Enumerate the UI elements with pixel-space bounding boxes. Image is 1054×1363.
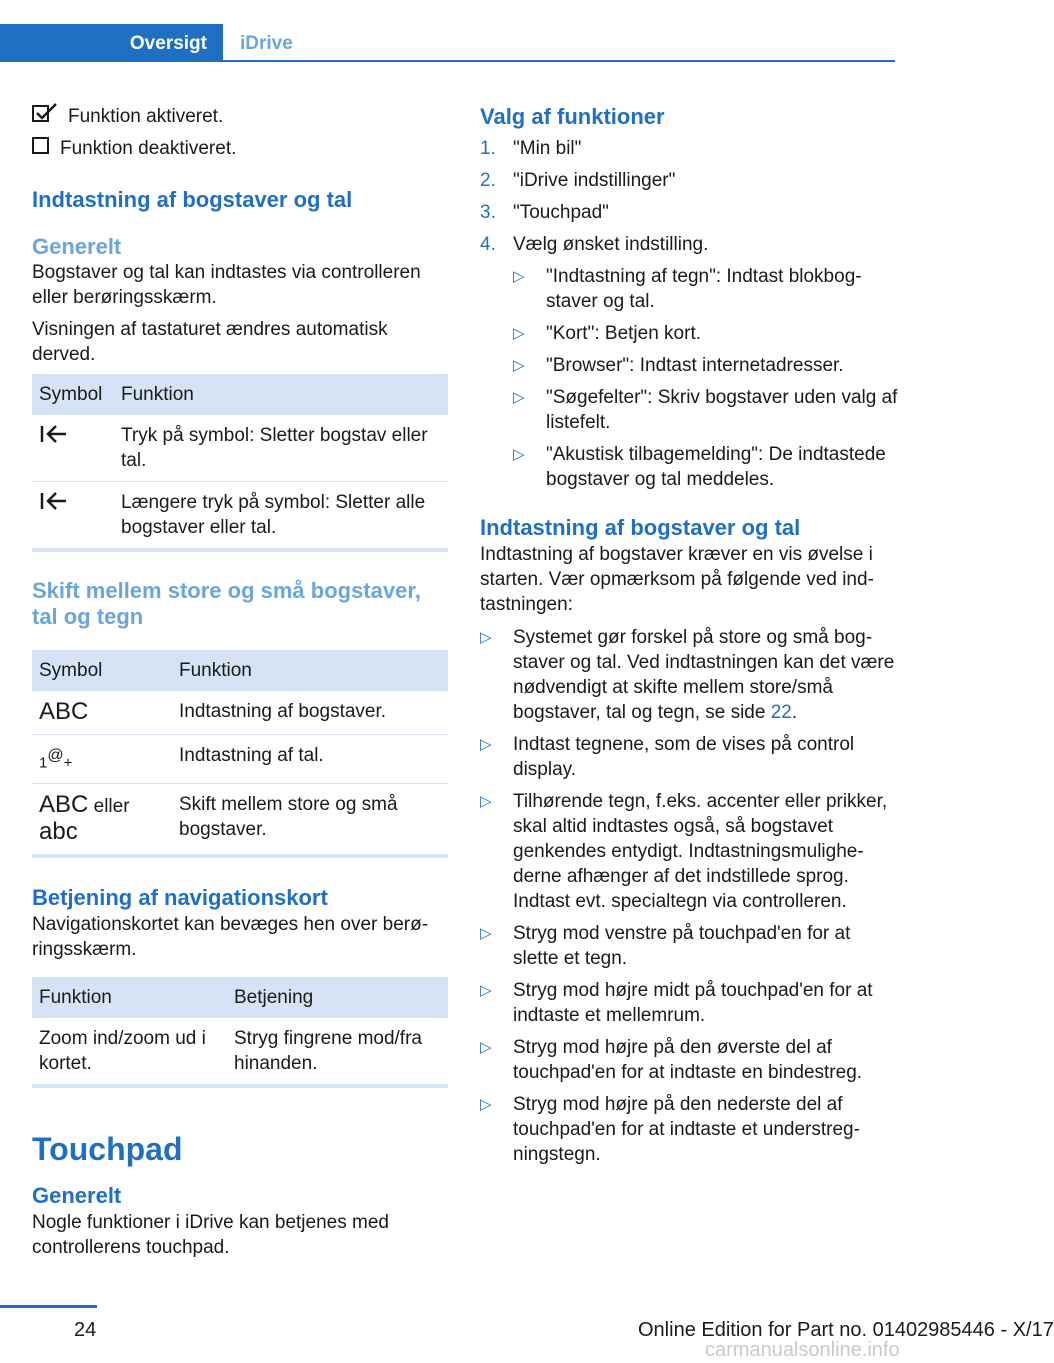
triangle-bullet-icon: ▷ xyxy=(480,1096,492,1113)
paragraph: Bogstaver og tal kan indtastes via controlleren eller berøringsskærm. xyxy=(32,262,421,308)
table-cell: Indtastning af tal. xyxy=(172,735,448,784)
table-row xyxy=(32,691,448,735)
backspace-icon xyxy=(39,496,69,517)
list-item: 2. "iDrive indstillinger" xyxy=(480,170,676,191)
triangle-bullet-icon: ▷ xyxy=(513,389,525,406)
table-cell: Skift mellem store og små bogstaver. xyxy=(179,794,398,841)
triangle-bullet-icon: ▷ xyxy=(513,325,525,342)
col-header-funktion: Funktion xyxy=(114,374,448,415)
table-cell: Indtastning af bogstaver. xyxy=(172,691,448,735)
checkbox-checked-icon xyxy=(32,103,58,130)
list-item: ▷ "Kort": Betjen kort. xyxy=(513,323,701,344)
table-delete-symbols xyxy=(32,374,448,548)
eller-text: eller xyxy=(93,796,130,818)
table-end-rule xyxy=(32,548,448,552)
footer-rule xyxy=(0,1305,97,1308)
tab-idrive[interactable]: iDrive xyxy=(240,32,293,54)
subheading-generelt: Generelt xyxy=(32,1183,122,1209)
list-item: ▷ "Akustisk tilbagemelding": De indtastede bogstaver og tal meddeles. xyxy=(513,444,886,490)
list-item: 3. "Touchpad" xyxy=(480,202,609,223)
list-item: ▷ Stryg mod venstre på touchpad'en for at slette et tegn. xyxy=(480,923,851,969)
list-item: ▷ "Indtastning af tegn": Indtast blokbogstaver og tal. xyxy=(513,266,862,312)
list-item: ▷ Stryg mod højre midt på touchpad'en for at indtaste et mellemrum. xyxy=(480,980,873,1026)
section-title-shift: Skift mellem store og små bogstaver, tal og tegn xyxy=(32,578,421,629)
legend-inactive xyxy=(32,132,448,164)
section-title-input: Indtastning af bogstaver og tal xyxy=(480,515,801,540)
triangle-bullet-icon: ▷ xyxy=(480,925,492,942)
page-link[interactable]: 22 xyxy=(770,702,792,723)
triangle-bullet-icon: ▷ xyxy=(480,1039,492,1056)
table-cell: Zoom ind/zoom ud i kortet. xyxy=(39,1028,206,1075)
col-header-funktion: Funktion xyxy=(32,977,227,1018)
subheading-generelt: Generelt xyxy=(32,234,122,259)
uppercase-abc-icon: ABC xyxy=(39,791,89,819)
list-item: ▷ Tilhørende tegn, f.eks. accenter eller prikker, skal altid indtastes også, så bogstavet genkendes entydigt. Indtastningsmulighederne afhænger af det indstillede sprog. Indtast evt. specialtegn via controlleren. xyxy=(480,791,888,912)
table-row xyxy=(32,415,448,482)
legend-inactive-text: Funktion deaktiveret. xyxy=(60,137,237,159)
edition-text: Online Edition for Part no. 01402985446 - X/17 xyxy=(638,1319,1054,1341)
col-header-symbol: Symbol xyxy=(32,374,114,415)
uppercase-abc-icon: ABC xyxy=(39,698,89,725)
legend-active-text: Funktion aktiveret. xyxy=(68,105,224,127)
paragraph: Nogle funktioner i iDrive kan betjenes med controllerens touchpad. xyxy=(32,1212,389,1259)
col-header-symbol: Symbol xyxy=(32,650,172,691)
table-row xyxy=(32,784,448,855)
list-item: ▷ Systemet gør forskel på store og små bogstaver og tal. Ved indtastningen kan det være nødvendigt at skifte mellem store/små bogstaver, tal og tegn, se side 22. xyxy=(480,627,895,723)
triangle-bullet-icon: ▷ xyxy=(480,982,492,999)
lowercase-abc-icon: abc xyxy=(39,818,78,846)
triangle-bullet-icon: ▷ xyxy=(480,736,492,753)
triangle-bullet-icon: ▷ xyxy=(480,629,492,646)
watermark: carmanualsonline.info xyxy=(705,1339,900,1361)
table-row xyxy=(32,482,448,549)
backspace-icon xyxy=(39,429,69,450)
sub-bullets xyxy=(480,264,898,492)
paragraph: Indtastning af bogstaver kræver en vis øvelse i starten. Vær opmærksom på følgende ved indtastningen: xyxy=(480,544,874,615)
list-item: ▷ Stryg mod højre på den nederste del af touchpad'en for at indtaste et understregningstegn. xyxy=(480,1094,860,1165)
section-title-input: Indtastning af bogstaver og tal xyxy=(32,187,353,212)
triangle-bullet-icon: ▷ xyxy=(513,357,525,374)
list-item: 1. "Min bil" xyxy=(480,138,582,159)
col-header-funktion: Funktion xyxy=(172,650,448,691)
list-item: ▷ Indtast tegnene, som de vises på control display. xyxy=(480,734,855,780)
table-navigation xyxy=(32,977,448,1084)
steps-list xyxy=(480,136,898,257)
table-cell: Længere tryk på symbol: Sletter alle bogstaver eller tal. xyxy=(121,492,426,538)
list-item: ▷ Stryg mod højre på den øverste del af touchpad'en for at indtaste en bindestreg. xyxy=(480,1037,863,1083)
triangle-bullet-icon: ▷ xyxy=(513,446,525,463)
col-header-betjening: Betjening xyxy=(227,977,448,1018)
triangle-bullet-icon: ▷ xyxy=(480,793,492,810)
section-title-valg: Valg af funktioner xyxy=(480,104,665,129)
left-column xyxy=(32,100,448,1260)
section-title-navigation: Betjening af navigationskort xyxy=(32,885,328,911)
right-column xyxy=(480,100,898,1174)
list-item: ▷ "Browser": Indtast internetadresser. xyxy=(513,355,844,376)
triangle-bullet-icon: ▷ xyxy=(513,268,525,285)
number-symbol-icon: 1@+ xyxy=(32,735,172,784)
page-number: 24 xyxy=(74,1319,97,1341)
table-row xyxy=(32,735,448,784)
checkbox-empty-icon xyxy=(32,135,50,162)
table-cell: Tryk på symbol: Sletter bogstav eller tal. xyxy=(114,415,448,482)
table-shift-symbols xyxy=(32,650,448,854)
paragraph: Navigationskortet kan bevæges hen over berøringsskærm. xyxy=(32,914,429,961)
bullet-list xyxy=(480,625,898,1167)
chapter-title-touchpad: Touchpad xyxy=(32,1131,183,1168)
list-item: ▷ "Søgefelter": Skriv bogstaver uden valg af listefelt. xyxy=(513,387,898,433)
table-cell: Stryg fingrene mod/fra hinanden. xyxy=(234,1028,422,1075)
table-end-rule xyxy=(32,854,448,858)
tab-oversigt[interactable]: Oversigt xyxy=(0,24,223,62)
paragraph: Visningen af tastaturet ændres automatisk derved. xyxy=(32,319,388,365)
table-row xyxy=(32,1018,448,1084)
list-item: 4. Vælg ønsket indstilling. xyxy=(480,234,709,255)
legend-active xyxy=(32,100,448,132)
table-end-rule xyxy=(32,1084,448,1088)
